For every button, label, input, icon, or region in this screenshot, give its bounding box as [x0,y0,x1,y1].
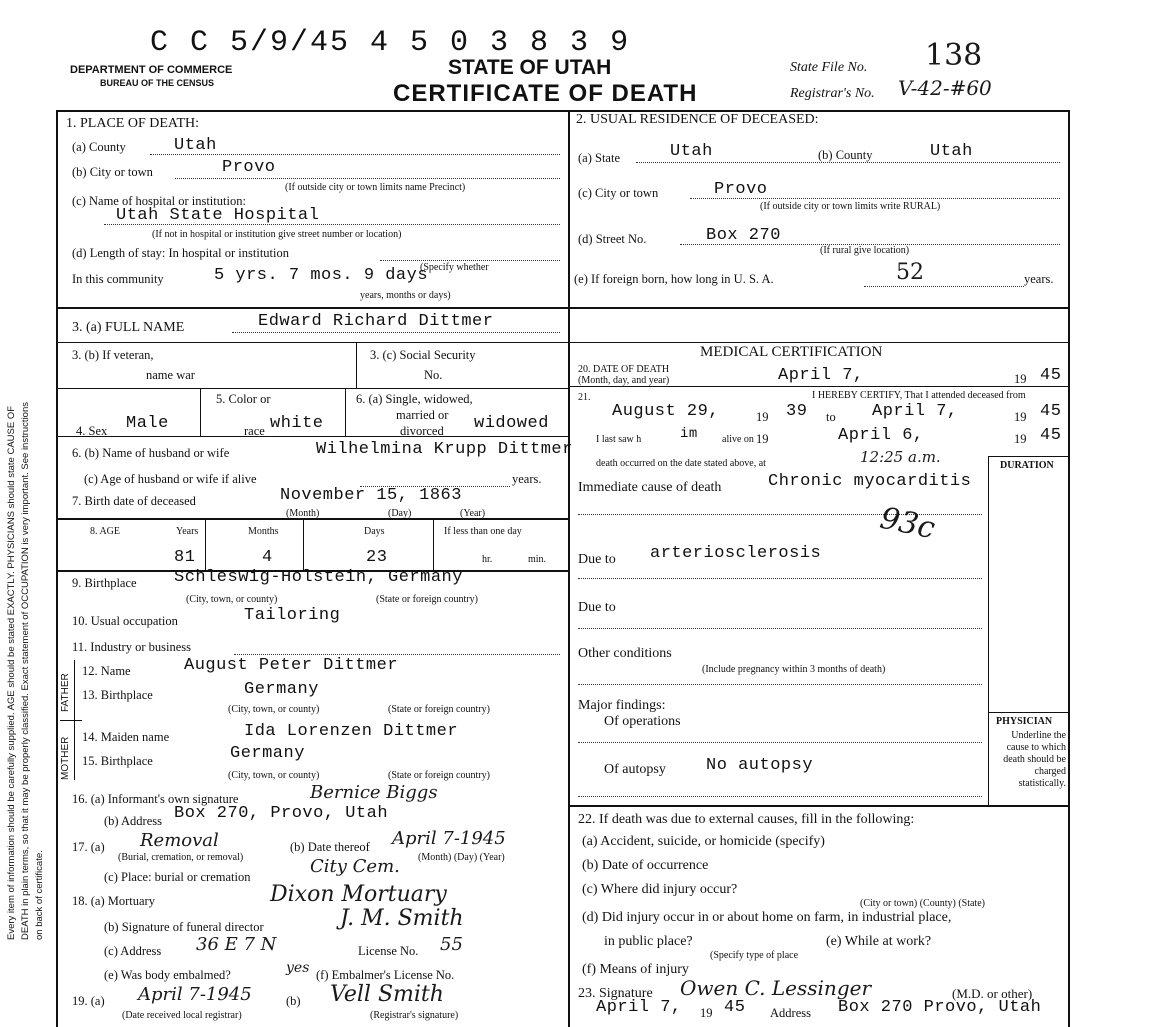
age-months: 4 [262,548,273,567]
burial-note: (Burial, cremation, or removal) [118,852,244,863]
birth-month: (Month) [286,508,320,519]
birth-value: November 15, 1863 [280,486,462,505]
age-sep-2 [303,518,304,570]
birthplace-label: 9. Birthplace [72,576,137,590]
res-foreign-years: 52 [896,260,924,285]
mother-name-label: 14. Maiden name [82,730,170,744]
city-label: (b) City or town [72,165,153,179]
age-years: 81 [174,548,196,567]
name-war-label: name war [146,368,195,382]
signature-19: 19 [700,1006,713,1020]
veteran-label: 3. (b) If veteran, [72,348,154,362]
city-note: (If outside city or town limits name Precinct) [285,182,466,193]
due-label: Due to [578,552,616,567]
autopsy-value: No autopsy [706,756,814,775]
hospital-value: Utah State Hospital [116,206,320,225]
cause-line-2 [578,578,982,579]
registrar-sig-label: (b) [286,994,301,1008]
father-birth: Germany [244,680,319,699]
res-city-label: (c) City or town [578,186,659,200]
age-years-header: Years [176,526,199,537]
mortuary-value: Dixon Mortuary [270,882,447,907]
sex-label: 4. Sex [76,424,108,438]
external-d2: in public place? [604,934,693,949]
city-value: Provo [222,158,276,177]
stay-label: (d) Length of stay: In hospital or institution [72,246,289,260]
mortuary-label: 18. (a) Mortuary [72,894,155,908]
stay-line [380,260,560,261]
physician-box-text: Underline the cause to which death should be charged statistically. [1003,730,1066,789]
to-label: to [826,410,836,424]
last-seen-19b: 19 [1014,432,1027,446]
margin-instructions-3: on back of certificate. [34,850,45,940]
last-seen-label: I last saw h [596,434,642,445]
hospital-label: (c) Name of hospital or institution: [72,194,246,208]
residence-heading: 2. USUAL RESIDENCE OF DECEASED: [576,112,819,127]
duration-top [988,456,1070,457]
license-value: 55 [440,934,463,955]
community-stay: 5 yrs. 7 mos. 9 days [214,266,429,285]
external-b: (b) Date of occurrence [582,858,709,873]
embalmed-label: (e) Was body embalmed? [104,968,231,982]
signature-date: April 7, [596,998,682,1017]
registrar-note: (Registrar's signature) [370,1010,459,1021]
cause-code: 93c [876,500,939,547]
last-seen-19: 19 [756,432,769,446]
occupation-label: 10. Usual occupation [72,614,178,628]
file-stamp: C C 5/9/45 4 5 0 3 8 3 9 [150,26,631,60]
father-birth-label: 13. Birthplace [82,688,153,702]
sex-value: Male [126,414,169,433]
last-seen-year: 45 [1040,426,1062,445]
death-date: April 7, [778,366,864,385]
spouse-value: Wilhelmina Krupp Dittmer [316,440,573,459]
immediate-label: Immediate cause of death [578,480,722,495]
attended-to: April 7, [872,402,958,421]
birthplace-state-note: (State or foreign country) [376,594,478,605]
burial-value: Removal [140,830,219,851]
to-year: 45 [1040,402,1062,421]
age-min: min. [528,554,547,565]
physician-box-top [988,712,1070,713]
director-sig: J. M. Smith [340,906,464,931]
from-19: 19 [756,410,769,424]
death-year: 45 [1040,366,1062,385]
frame-right [1068,110,1070,1027]
director-label: (b) Signature of funeral director [104,920,264,934]
rule-left-race [56,436,568,437]
rule-left-1 [56,307,568,309]
last-seen-who: im [680,426,698,442]
burial-date-label: (b) Date thereof [290,840,370,854]
rule-right-4 [568,805,1070,807]
res-city-note: (If outside city or town limits write RURAL) [760,201,941,212]
death-date-sub: (Month, day, and year) [578,375,670,386]
birth-label: 7. Birth date of deceased [72,494,196,508]
received-note: (Date received local registrar) [122,1010,242,1021]
autopsy-label: Of autopsy [604,762,666,777]
birthplace-value: Schleswig-Holstein, Germany [174,568,463,587]
attended-from: August 29, [612,402,720,421]
ss-label: 3. (c) Social Security [370,348,476,362]
external-heading: 22. If death was due to external causes, fill in the following: [578,812,915,827]
res-street-label: (d) Street No. [578,232,647,246]
father-name-label: 12. Name [82,664,131,678]
age-less-header: If less than one day [444,526,522,537]
place-of-death-heading: 1. PLACE OF DEATH: [66,116,200,131]
hospital-note: (If not in hospital or institution give street number or location) [152,229,402,240]
col-sep-sex [200,388,201,436]
marital-label: 6. (a) Single, widowed, [356,392,473,406]
due2-label: Due to [578,600,616,615]
color-label: 5. Color or [216,392,271,406]
age-hr: hr. [482,554,493,565]
external-c: (c) Where did injury occur? [582,882,738,897]
birth-day: (Day) [388,508,412,519]
informant-sig-label: 16. (a) Informant's own signature [72,792,239,806]
to-19: 19 [1014,410,1027,424]
city-line [175,178,560,179]
funeral-address-label: (c) Address [104,944,162,958]
marital-value: widowed [474,414,549,433]
mother-state-note: (State or foreign country) [388,770,490,781]
from-year: 39 [786,402,808,421]
marital-label-2: married or [396,408,449,422]
race-value: white [270,414,324,433]
county-line [150,154,560,155]
col-sep-race [345,388,346,436]
registrar-no-label: Registrar's No. [790,86,875,101]
rule-right-1 [568,307,1070,309]
parent-mid [60,720,82,721]
department: DEPARTMENT OF COMMERCE [70,64,233,76]
res-street: Box 270 [706,226,781,245]
cause-line-4 [578,684,982,685]
hospital-line [104,224,560,225]
cause-line-3 [578,628,982,629]
frame-top [56,110,1070,112]
burial-place: City Cem. [310,856,400,877]
external-e: (e) While at work? [826,934,932,949]
res-foreign-label: (e) If foreign born, how long in U. S. A. [574,272,774,286]
last-seen-date: April 6, [838,426,924,445]
physician-box-title: PHYSICIAN [996,716,1053,727]
mother-birth: Germany [230,744,305,763]
time-of-death: 12:25 a.m. [860,448,941,466]
operations-label: Of operations [604,714,681,729]
spouse-age-label: (c) Age of husband or wife if alive [84,472,257,486]
spouse-label: 6. (b) Name of husband or wife [72,446,230,460]
embalmer-label: (f) Embalmer's License No. [316,968,455,982]
duration-sep [988,456,989,806]
external-f: (f) Means of injury [582,962,689,977]
age-sep-3 [433,518,434,570]
state-title: STATE OF UTAH [448,56,612,79]
received-date: April 7-1945 [138,984,252,1005]
cause-line-5 [578,742,982,743]
res-city: Provo [714,180,768,199]
occurred-label: death occurred on the date stated above, at [596,458,766,469]
age-days-header: Days [364,526,385,537]
external-a: (a) Accident, suicide, or homicide (specify) [582,834,825,849]
fullname: Edward Richard Dittmer [258,312,494,331]
margin-instructions-1: Every item of information should be carefully supplied. AGE should be stated EXACTLY. PHYSICIANS should state CAUSE OF [6,405,17,940]
immediate-cause: Chronic myocarditis [768,472,972,491]
res-foreign-line [864,286,1024,287]
county-value: Utah [174,136,217,155]
age-label: 8. AGE [90,526,120,537]
age-days: 23 [366,548,388,567]
mother-birth-label: 15. Birthplace [82,754,153,768]
res-city-line [690,198,1060,199]
registrar-no: V-42-#60 [898,76,992,100]
rule-left-2 [56,342,568,343]
burial-place-label: (c) Place: burial or cremation [104,870,251,884]
duration-header: DURATION [1000,460,1054,471]
burial-date-note: (Month) (Day) (Year) [418,852,505,863]
signature-year: 45 [724,998,746,1017]
physician-signature: Owen C. Lessinger [680,976,872,1000]
fullname-line [232,332,560,333]
occupation-value: Tailoring [244,606,341,625]
res-county-label: (b) County [818,148,873,162]
death-date-label: 20. DATE OF DEATH [578,364,670,375]
specify-units: years, months or days) [360,290,451,301]
frame-center [568,110,570,1027]
informant-address-label: (b) Address [104,814,162,828]
major-findings-label: Major findings: [578,698,666,713]
external-c-note: (City or town) (County) (State) [860,898,985,909]
race-label: race [244,424,265,438]
mother-city-note: (City, town, or county) [228,770,320,781]
res-state-label: (a) State [578,151,620,165]
res-state-line [636,162,1060,163]
marital-label-3: divorced [400,424,444,438]
col-sep-vet [356,342,357,388]
rule-left-3 [56,388,568,389]
other-label: Other conditions [578,646,672,661]
specify-whether: (Specify whether [420,262,489,273]
birth-year: (Year) [460,508,486,519]
burial-date: April 7-1945 [392,828,506,849]
specify-place-note: (Specify type of place [710,950,799,961]
res-state: Utah [670,142,713,161]
certify-num: 21. [578,392,591,403]
signature-address-label: Address [770,1006,811,1020]
res-years: years. [1024,272,1054,286]
medical-heading: MEDICAL CERTIFICATION [700,344,883,360]
external-d: (d) Did injury occur in or about home on farm, in industrial place, [582,910,952,925]
state-file-no: 138 [925,38,983,73]
registrar-sig: Vell Smith [330,982,444,1007]
spouse-age-years: years. [512,472,542,486]
age-months-header: Months [248,526,279,537]
certificate-title: CERTIFICATE OF DEATH [393,80,698,107]
father-name: August Peter Dittmer [184,656,399,675]
father-state-note: (State or foreign country) [388,704,490,715]
signature-label: 23. Signature [578,986,653,1001]
birthplace-city-note: (City, town, or county) [186,594,278,605]
informant-sig: Bernice Biggs [310,782,438,803]
community-label: In this community [72,272,164,286]
cause-line-6 [578,796,982,797]
county-label: (a) County [72,140,126,154]
age-sep-1 [205,518,206,570]
rule-right-2 [568,342,1070,343]
license-label: License No. [358,944,419,958]
mother-name: Ida Lorenzen Dittmer [244,722,459,741]
funeral-address: 36 E 7 N [196,934,277,955]
due-cause: arteriosclerosis [650,544,822,563]
certify-text: I HEREBY CERTIFY, That I attended deceased from [812,390,1026,401]
father-tag: FATHER [60,673,71,712]
industry-label: 11. Industry or business [72,640,191,654]
margin-instructions-2: DEATH in plain terms, so that it may be properly classified. Exact statement of OCCUPATION is very important. See instructions [20,402,31,940]
bureau: BUREAU OF THE CENSUS [100,78,215,88]
mother-tag: MOTHER [60,736,71,780]
frame-left [56,110,58,1027]
res-street-note: (If rural give location) [820,245,910,256]
ss-no-label: No. [424,368,443,382]
received-label: 19. (a) [72,994,105,1008]
state-file-label: State File No. [790,60,868,75]
death-19: 19 [1014,372,1027,386]
informant-address: Box 270, Provo, Utah [174,804,389,823]
res-county: Utah [930,142,973,161]
signature-address: Box 270 Provo, Utah [838,998,1042,1017]
embalmed-value: yes [286,960,310,976]
pregnancy-note: (Include pregnancy within 3 months of death) [702,664,886,675]
father-city-note: (City, town, or county) [228,704,320,715]
md-note: (M.D. or other) [952,986,1033,1001]
alive-on-label: alive on [722,434,754,445]
fullname-label: 3. (a) FULL NAME [72,320,185,335]
industry-line [234,654,560,655]
rule-right-3 [568,386,1070,387]
burial-label: 17. (a) [72,840,105,854]
